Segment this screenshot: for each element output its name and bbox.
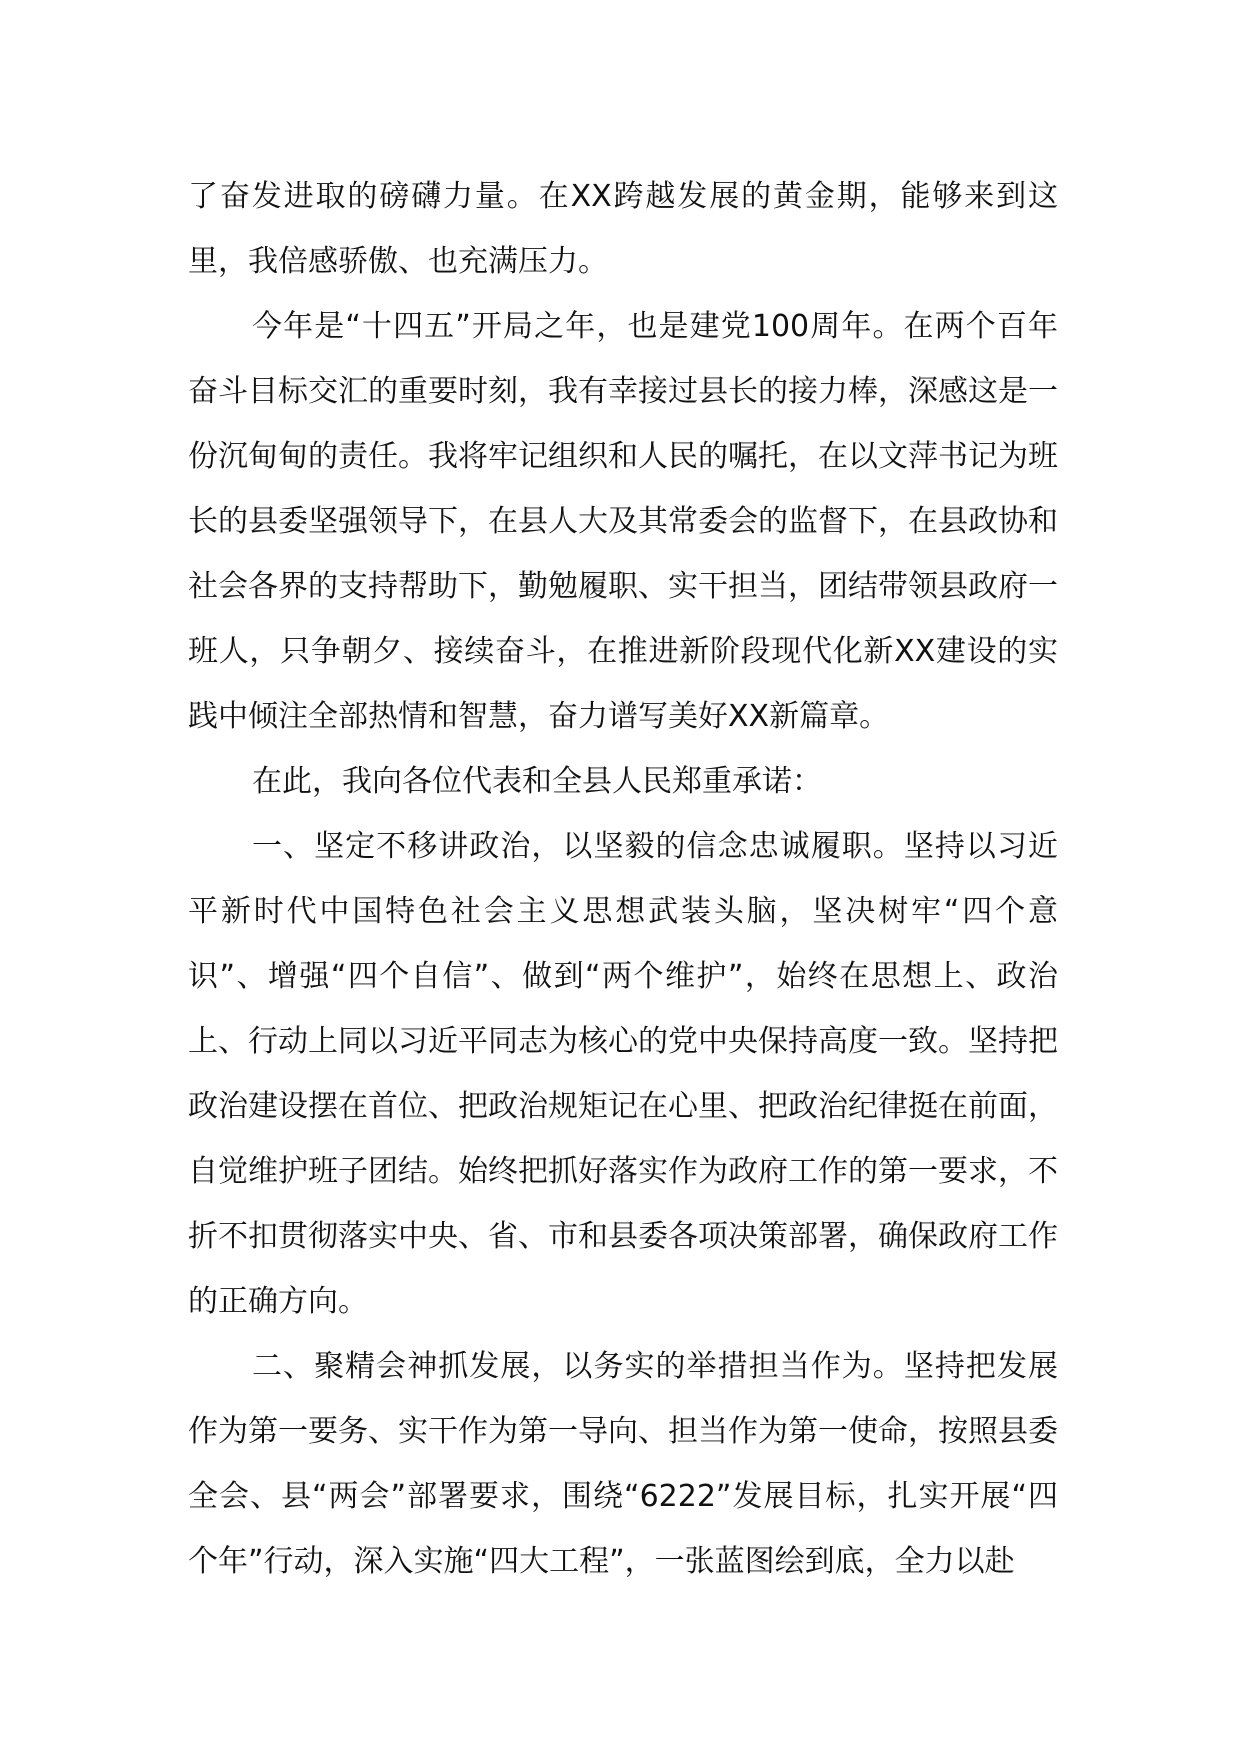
paragraph-continuation: 了奋发进取的磅礴力量。在XX跨越发展的黄金期，能够来到这里，我倍感骄傲、也充满压力。 xyxy=(188,179,1058,279)
document-body xyxy=(188,164,1058,1594)
paragraph-pledge-development: 二、聚精会神抓发展，以务实的举措担当作为。坚持把发展作为第一要务、实干作为第一导向、担当作为第一使命，按照县委全会、县“两会”部署要求，围绕“6222”发展目标，扎实开展“四个年”行动，深入实施“四大工程”，一张蓝图绘到底，全力以赴 xyxy=(188,1349,1058,1579)
paragraph-pledge-intro: 在此，我向各位代表和全县人民郑重承诺： xyxy=(252,764,822,799)
paragraph-pledge-politics: 一、坚定不移讲政治，以坚毅的信念忠诚履职。坚持以习近平新时代中国特色社会主义思想武装头脑，坚决树牢“四个意识”、增强“四个自信”、做到“两个维护”，始终在思想上、政治上、行动上同以习近平同志为核心的党中央保持高度一致。坚持把政治建设摆在首位、把政治规矩记在心里、把政治纪律挺在前面，自觉维护班子团结。始终把抓好落实作为政府工作的第一要求，不折不扣贯彻落实中央、省、市和县委各项决策部署，确保政府工作的正确方向。 xyxy=(188,829,1058,1319)
paragraph-opening-year: 今年是“十四五”开局之年，也是建党100周年。在两个百年奋斗目标交汇的重要时刻，我有幸接过县长的接力棒，深感这是一份沉甸甸的责任。我将牢记组织和人民的嘱托，在以文萍书记为班长的县委坚强领导下，在县人大及其常委会的监督下，在县政协和社会各界的支持帮助下，勤勉履职、实干担当，团结带领县政府一班人，只争朝夕、接续奋斗，在推进新阶段现代化新XX建设的实践中倾注全部热情和智慧，奋力谱写美好XX新篇章。 xyxy=(188,309,1058,734)
